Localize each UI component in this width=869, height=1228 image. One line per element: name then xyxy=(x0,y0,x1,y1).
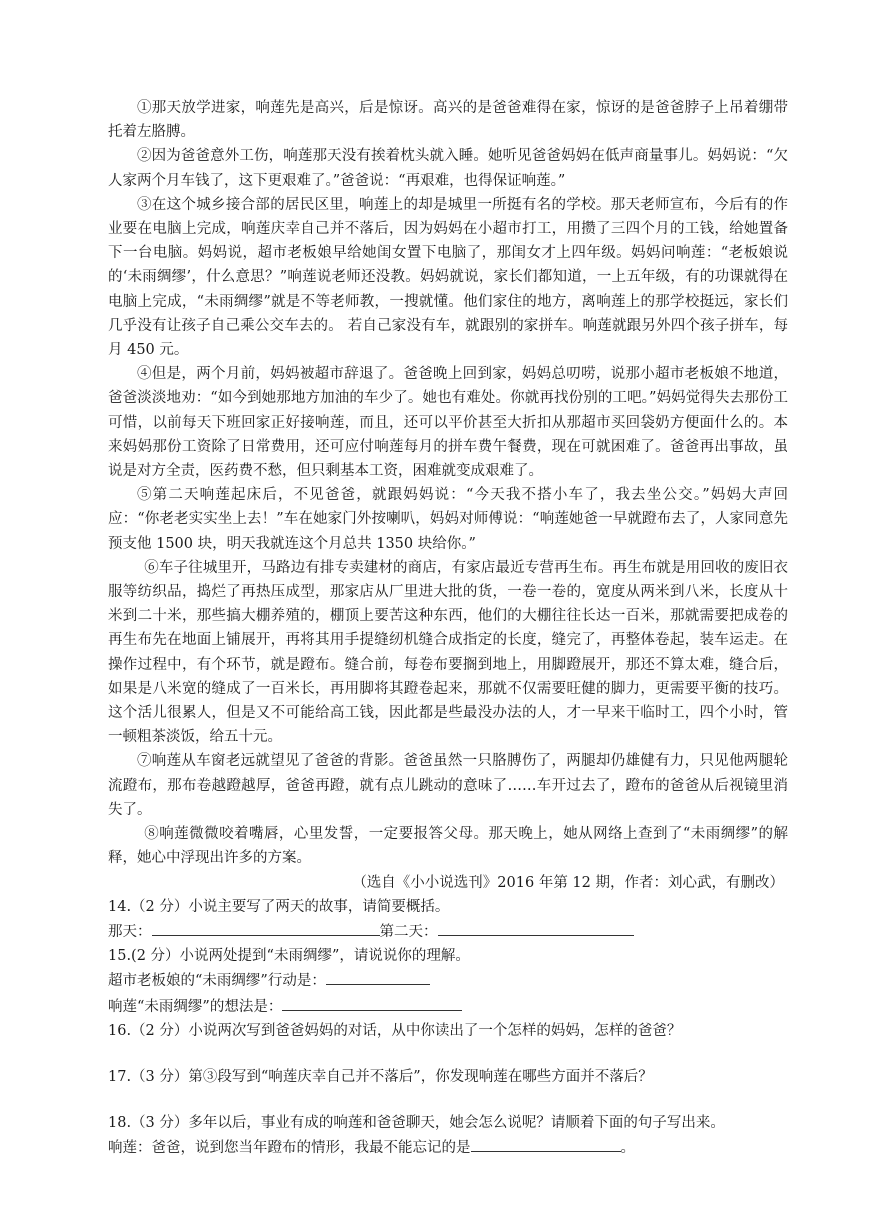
q17-answer-space[interactable] xyxy=(108,1089,788,1111)
question-18: 18.（3 分）多年以后，事业有成的响莲和爸爸聊天，她会怎么说呢？请顺着下面的句子写出来。 xyxy=(108,1115,725,1132)
passage-paragraph-8: ⑧响莲微微咬着嘴唇，心里发誓，一定要报答父母。那天晚上，她从网络上查到了“未雨绸缪”的解释，她心中浮现出许多的方案。 xyxy=(108,826,788,867)
q14-label-that-day: 那天： xyxy=(108,923,152,940)
passage-paragraph-3: ③在这个城乡接合部的居民区里，响莲上的却是城里一所挺有名的学校。那天老师宣布，今后有的作业要在电脑上完成，响莲庆幸自己并不落后，因为妈妈在小超市打工，用攒了三四个月的工钱，给她置备下一台电脑。妈妈说，超市老板娘早给她闺女置下电脑了，那闺女才上四年级。妈妈问响莲：“老板娘说的‘未雨绸缪’，什么意思？”响莲说老师还没教。妈妈就说，家长们都知道，一上五年级，有的功课就得在电脑上完成，“未雨绸缪”就是不等老师教，一搜就懂。他们家住的地方，离响莲上的那学校挺远，家长们几乎没有让孩子自己乘公交车去的。 若自己家没有车，就跟别的家拼车。响莲就跟另外四个孩子拼车，每月 450 元。 xyxy=(108,196,788,359)
q18-prompt: 响莲：爸爸，说到您当年蹬布的情形，我最不能忘记的是 xyxy=(108,1140,471,1157)
question-14-answer-line xyxy=(108,919,788,944)
question-15: 15.(2 分）小说两处提到“未雨绸缪”，请说说你的理解。 xyxy=(108,948,470,965)
q18-end-mark: 。 xyxy=(620,1140,635,1157)
q18-answer-blank[interactable] xyxy=(471,1135,621,1152)
passage-paragraph-2: ②因为爸爸意外工伤，响莲那天没有挨着枕头就入睡。她听见爸爸妈妈在低声商量事儿。妈妈说：“欠人家两个月车钱了，这下更艰难了。”爸爸说：“再艰难，也得保证响莲。” xyxy=(108,148,788,189)
q15-answer-blank-2[interactable] xyxy=(282,994,462,1011)
q15-label-xianglian: 响莲“未雨绸缪”的想法是： xyxy=(108,998,283,1015)
q15-answer-blank-1[interactable] xyxy=(326,968,430,985)
q14-answer-blank-1[interactable] xyxy=(152,919,380,936)
passage-paragraph-6: ⑥车子往城里开，马路边有排专卖建材的商店，有家店最近专营再生布。再生布就是用回收的废旧衣服等纺织品，捣烂了再热压成型，那家店从厂里进大批的货，一卷一卷的，宽度从两米到八米，长度从十米到二十米，那些搞大棚养殖的，棚顶上要苦这种东西，他们的大棚往往长达一百米，那就需要把成卷的再生布先在地面上铺展开，再将其用手提缝纫机缝合成指定的长度，缝完了，再整体卷起，装车运走。在操作过程中，有个环节，就是蹬布。缝合前，每卷布要搁到地上，用脚蹬展开，那还不算太难，缝合后，如果是八米宽的缝成了一百米长，再用脚将其蹬卷起来，那就不仅需要旺健的脚力，更需要平衡的技巧。这个活儿很累人，但是又不可能给高工钱，因此都是些最没办法的人，才一早来干临时工，四个小时，管一顿粗茶淡饭，给五十元。 xyxy=(108,559,788,746)
q15-label-boss: 超市老板娘的“未雨绸缪”行动是： xyxy=(108,973,326,990)
question-16: 16.（2 分）小说两次写到爸爸妈妈的对话，从中你读出了一个怎样的妈妈，怎样的爸爸？ xyxy=(108,1022,682,1039)
q14-label-next-day: 第二天： xyxy=(379,923,438,940)
question-15-answer-line-2 xyxy=(108,994,788,1019)
passage-paragraph-1: ①那天放学进家，响莲先是高兴，后是惊讶。高兴的是爸爸难得在家，惊讶的是爸爸脖子上吊着绷带托着左胳膊。 xyxy=(108,100,788,141)
passage-source: （选自《小小说选刊》2016 年第 12 期，作者：刘心武，有删改） xyxy=(352,874,784,891)
question-15-answer-line-1 xyxy=(108,968,788,993)
passage-paragraph-5: ⑤第二天响莲起床后，不见爸爸，就跟妈妈说：“今天我不搭小车了，我去坐公交。”妈妈大声回应：“你老老实实坐上去！”车在她家门外按喇叭，妈妈对师傅说：“响莲她爸一早就蹬布去了，人家同意先预支他 1500 块，明天我就连这个月总共 1350 块给你。” xyxy=(108,487,788,552)
passage-paragraph-7: ⑦响莲从车窗老远就望见了爸爸的背影。爸爸虽然一只胳膊伤了，两腿却仍雄健有力，只见他两腿轮流蹬布，那布卷越蹬越厚，爸爸再蹬，就有点儿跳动的意味了……车开过去了，蹬布的爸爸从后视镜里消失了。 xyxy=(108,753,788,818)
exam-page xyxy=(108,96,788,1161)
question-17: 17.（3 分）第③段写到“响莲庆幸自己并不落后”，你发现响莲在哪些方面并不落后？ xyxy=(108,1068,653,1085)
q16-answer-space[interactable] xyxy=(108,1043,788,1065)
q14-answer-blank-2[interactable] xyxy=(438,919,634,936)
passage-paragraph-4: ④但是，两个月前，妈妈被超市辞退了。爸爸晚上回到家，妈妈总叨唠，说那小超市老板娘不地道，爸爸淡淡地劝：“如今到她那地方加油的车少了。她也有难处。你就再找份别的工吧。”妈妈觉得失去那份工可惜，以前每天下班回家正好接响莲，而且，还可以平价甚至大折扣从那超市买回袋奶方便面什么的。本来妈妈那份工资除了日常费用，还可应付响莲每月的拼车费午餐费，现在可就困难了。爸爸再出事故，虽说是对方全责，医药费不愁，但只剩基本工资，困难就变成艰难了。 xyxy=(108,366,788,480)
question-14: 14.（2 分）小说主要写了两天的故事，请简要概括。 xyxy=(108,898,450,915)
question-18-answer-line xyxy=(108,1135,788,1160)
